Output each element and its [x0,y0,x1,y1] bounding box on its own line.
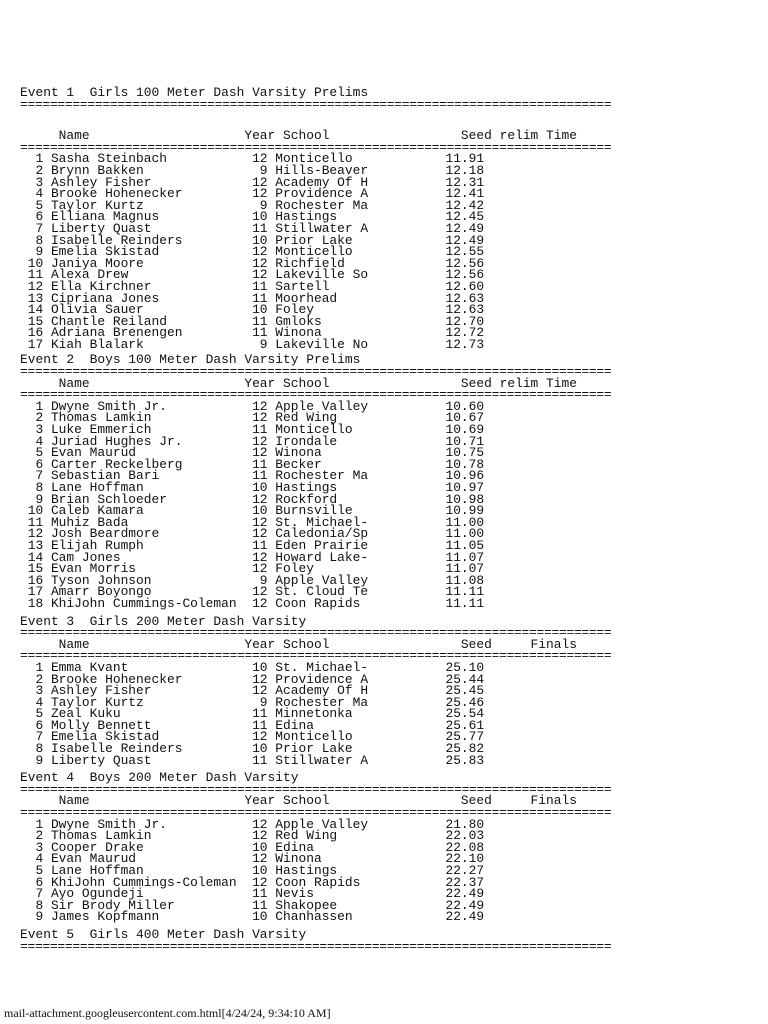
event-title: Event 3 Girls 200 Meter Dash Varsity [20,613,307,629]
result-row: 13 Elijah Rumph 11 Eden Prairie 11.05 [20,537,485,553]
result-row: 18 KhiJohn Cummings-Coleman 12 Coon Rapids 11.11 [20,595,485,611]
event-title: Event 2 Boys 100 Meter Dash Varsity Prelims [20,352,361,368]
result-row: 15 Evan Morris 12 Foley 11.07 [20,561,485,577]
result-row: 11 Muhiz Bada 12 St. Michael- 11.00 [20,514,485,530]
result-row: 12 Ella Kirchner 11 Sartell 12.60 [20,278,485,294]
spacer [20,110,611,130]
result-row: 3 Ashley Fisher 12 Academy Of H 12.31 [20,174,485,190]
result-row: 3 Cooper Drake 10 Edina 22.08 [20,839,485,855]
result-row: 2 Brynn Bakken 9 Hills-Beaver 12.18 [20,162,485,178]
result-row: 7 Emelia Skistad 12 Monticello 25.77 [20,729,485,745]
column-header: Name Year School Seed Finals [20,636,577,652]
event-title: Event 1 Girls 100 Meter Dash Varsity Prelims [20,85,369,100]
event-title-rule: =============================================================================== [20,625,612,641]
result-row: 5 Taylor Kurtz 9 Rochester Ma 12.42 [20,197,485,213]
result-row: 9 Emelia Skistad 12 Monticello 12.55 [20,244,485,260]
result-row: 4 Taylor Kurtz 9 Rochester Ma 25.46 [20,694,485,710]
event-title-rule: =============================================================================== [20,781,612,797]
result-row: 3 Luke Emmerich 11 Monticello 10.69 [20,422,485,438]
result-row: 7 Ayo Ogundeji 11 Nevis 22.49 [20,886,485,902]
result-row: 5 Zeal Kuku 11 Minnetonka 25.54 [20,706,485,722]
result-row: 8 Sir Brody Miller 11 Shakopee 22.49 [20,897,485,913]
result-row: 2 Thomas Lamkin 12 Red Wing 22.03 [20,828,485,844]
event-title-rule: =============================================================================== [20,364,612,380]
result-row: 9 James Kopfmann 10 Chanhassen 22.49 [20,909,485,925]
result-row: 14 Cam Jones 12 Howard Lake- 11.07 [20,549,485,565]
result-row: 4 Brooke Hohenecker 12 Providence A 12.41 [20,186,485,202]
column-header: Name Year School Seed relim Time [20,375,577,391]
result-row: 10 Janiya Moore 12 Richfield 12.56 [20,255,485,271]
result-row: 16 Tyson Johnson 9 Apple Valley 11.08 [20,572,485,588]
result-row: 10 Caleb Kamara 10 Burnsville 10.99 [20,503,485,519]
result-row: 1 Emma Kvant 10 St. Michael- 25.10 [20,659,485,675]
event-title: Event 5 Girls 400 Meter Dash Varsity [20,926,307,942]
result-row: 5 Lane Hoffman 10 Hastings 22.27 [20,863,485,878]
result-row: 12 Josh Beardmore 12 Caledonia/Sp 11.00 [20,526,485,542]
column-header-rule: =============================================================================== [20,648,612,664]
result-row: 4 Evan Maurud 12 Winona 22.10 [20,851,485,867]
result-row: 14 Olivia Sauer 10 Foley 12.63 [20,302,485,318]
event-title-rule: =============================================================================== [20,96,612,112]
event-title: Event 4 Boys 200 Meter Dash Varsity [20,770,299,786]
result-row: 4 Juriad Hughes Jr. 12 Irondale 10.71 [20,433,485,449]
result-row: 6 Molly Bennett 11 Edina 25.61 [20,717,485,733]
result-row: 17 Amarr Boyongo 12 St. Cloud Te 11.11 [20,584,485,600]
result-row: 1 Dwyne Smith Jr. 12 Apple Valley 21.80 [20,816,485,832]
result-row: 2 Brooke Hohenecker 12 Providence A 25.44 [20,671,485,687]
result-row: 1 Sasha Steinbach 12 Monticello 11.91 [20,151,485,167]
result-row: 13 Cipriana Jones 11 Moorhead 12.63 [20,290,485,306]
result-row: 7 Liberty Quast 11 Stillwater A 12.49 [20,220,485,236]
print-footer: mail-attachment.googleusercontent.com.html[4/24/24, 9:34:10 AM] [4,1006,331,1020]
column-header: Name Year School Seed Finals [20,793,577,809]
result-row: 2 Thomas Lamkin 12 Red Wing 10.67 [20,410,485,426]
result-row: 9 Liberty Quast 11 Stillwater A 25.83 [20,752,485,768]
result-row: 7 Sebastian Bari 11 Rochester Ma 10.96 [20,468,485,484]
result-row: 8 Lane Hoffman 10 Hastings 10.97 [20,480,485,495]
result-row: 16 Adriana Brenengen 11 Winona 12.72 [20,325,485,341]
column-header: Name Year School Seed relim Time [20,128,577,144]
column-header-rule: =============================================================================== [20,139,612,155]
result-row: 11 Alexa Drew 12 Lakeville So 12.56 [20,267,485,283]
result-row: 3 Ashley Fisher 12 Academy Of H 25.45 [20,683,485,699]
column-header-rule: =============================================================================== [20,387,612,403]
result-row: 5 Evan Maurud 12 Winona 10.75 [20,445,485,461]
result-row: 6 Elliana Magnus 10 Hastings 12.45 [20,209,485,225]
result-row: 8 Isabelle Reinders 10 Prior Lake 25.82 [20,741,485,757]
result-row: 17 Kiah Blalark 9 Lakeville No 12.73 [20,336,485,352]
result-row: 1 Dwyne Smith Jr. 12 Apple Valley 10.60 [20,398,485,414]
result-row: 15 Chantle Reiland 11 Gmloks 12.70 [20,313,485,329]
result-row: 9 Brian Schloeder 12 Rockford 10.98 [20,491,485,507]
result-row: 6 Carter Reckelberg 11 Becker 10.78 [20,456,485,472]
result-row: 8 Isabelle Reinders 10 Prior Lake 12.49 [20,232,485,248]
results-document [20,87,611,952]
event-title-rule: =============================================================================== [20,938,612,954]
result-row: 6 KhiJohn Cummings-Coleman 12 Coon Rapids 22.37 [20,874,485,890]
column-header-rule: =============================================================================== [20,805,612,821]
